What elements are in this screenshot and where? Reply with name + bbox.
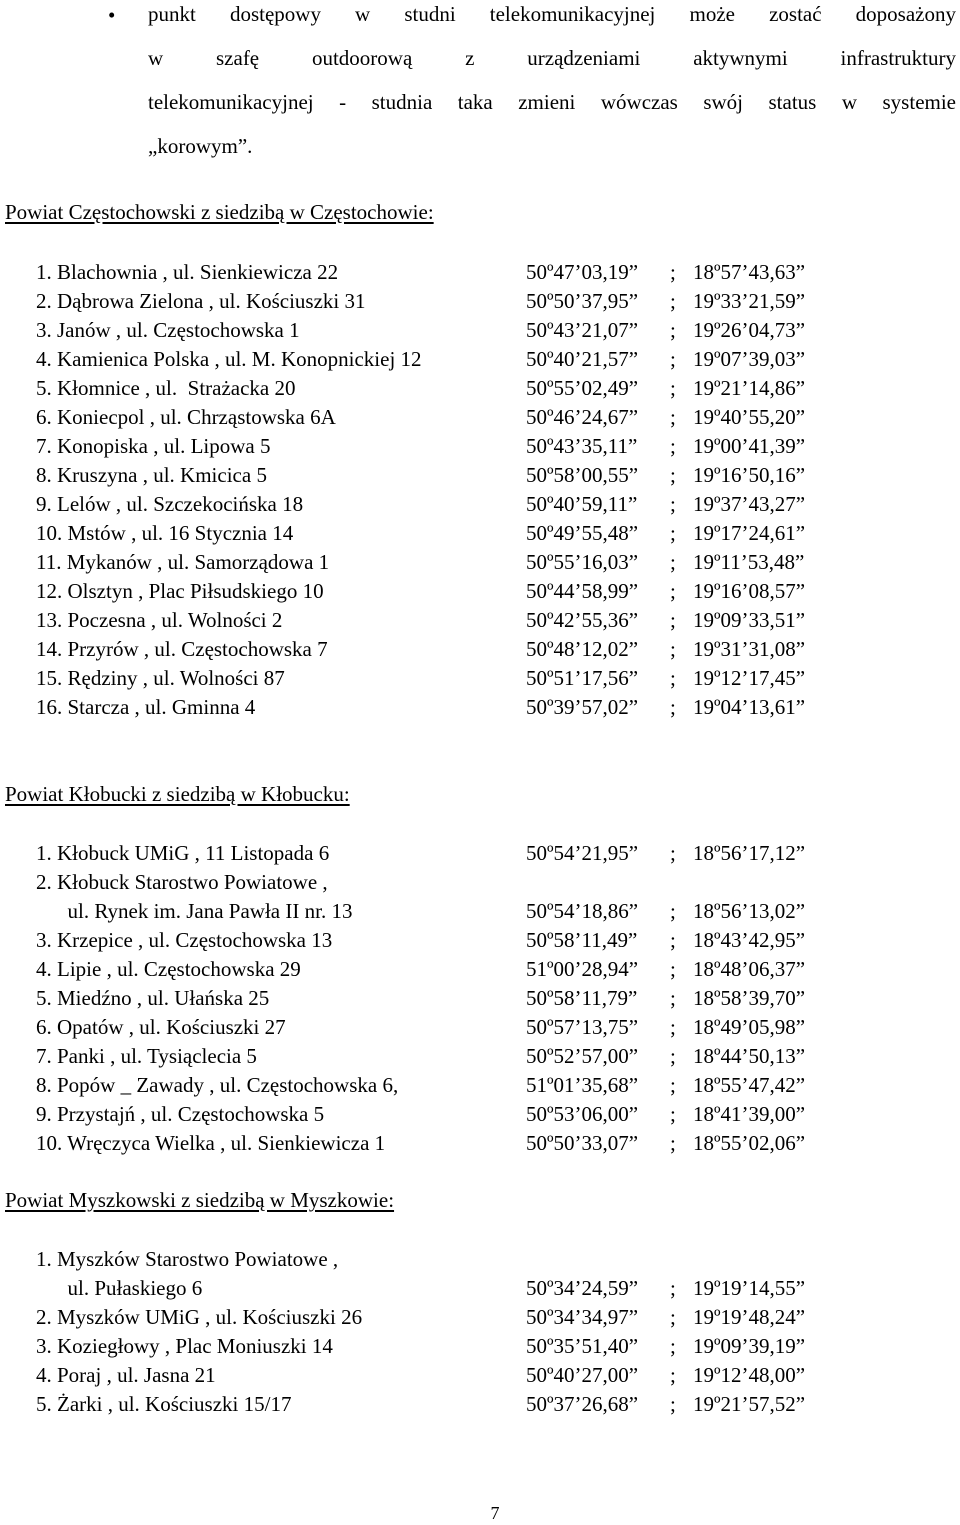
intro-line: telekomunikacyjnej - studnia taka zmieni wówczas swój status w systemie xyxy=(148,90,956,114)
section-heading-czestochowski: Powiat Częstochowski z siedzibą w Częstochowie: xyxy=(5,200,434,224)
longitude-value: 19º12’48,00” xyxy=(693,1363,806,1387)
list-item xyxy=(36,1245,936,1274)
latitude-value: 50º54’18,86” xyxy=(526,899,639,923)
location-address: 6. Opatów , ul. Kościuszki 27 xyxy=(36,1015,286,1039)
latitude-value: 50º40’27,00” xyxy=(526,1363,639,1387)
coordinate-separator: ; xyxy=(670,841,676,865)
section-heading-klobucki: Powiat Kłobucki z siedzibą w Kłobucku: xyxy=(5,782,350,806)
list-item xyxy=(36,374,936,403)
longitude-value: 18º56’13,02” xyxy=(693,899,806,923)
location-address: 5. Miedźno , ul. Ułańska 25 xyxy=(36,986,270,1010)
location-address: 2. Dąbrowa Zielona , ul. Kościuszki 31 xyxy=(36,289,366,313)
list-item xyxy=(36,635,936,664)
coordinate-separator: ; xyxy=(670,434,676,458)
longitude-value: 19º21’14,86” xyxy=(693,376,806,400)
list-item xyxy=(36,897,936,926)
longitude-value: 18º56’17,12” xyxy=(693,841,806,865)
longitude-value: 19º19’14,55” xyxy=(693,1276,806,1300)
list-item xyxy=(36,548,936,577)
latitude-value: 50º54’21,95” xyxy=(526,841,639,865)
longitude-value: 19º16’50,16” xyxy=(693,463,806,487)
list-item xyxy=(36,345,936,374)
location-address: 7. Panki , ul. Tysiąclecia 5 xyxy=(36,1044,257,1068)
location-address: 9. Lelów , ul. Szczekocińska 18 xyxy=(36,492,304,516)
location-address: 10. Mstów , ul. 16 Stycznia 14 xyxy=(36,521,294,545)
list-item xyxy=(36,1274,936,1303)
longitude-value: 19º26’04,73” xyxy=(693,318,806,342)
location-address: 1. Kłobuck UMiG , 11 Listopada 6 xyxy=(36,841,330,865)
location-address: 5. Żarki , ul. Kościuszki 15/17 xyxy=(36,1392,292,1416)
latitude-value: 50º40’21,57” xyxy=(526,347,639,371)
coordinate-separator: ; xyxy=(670,550,676,574)
list-item xyxy=(36,839,936,868)
longitude-value: 19º19’48,24” xyxy=(693,1305,806,1329)
list-item xyxy=(36,287,936,316)
longitude-value: 18º41’39,00” xyxy=(693,1102,806,1126)
longitude-value: 19º00’41,39” xyxy=(693,434,806,458)
location-address: 8. Kruszyna , ul. Kmicica 5 xyxy=(36,463,267,487)
latitude-value: 50º55’16,03” xyxy=(526,550,639,574)
list-item xyxy=(36,1042,936,1071)
list-item xyxy=(36,606,936,635)
list-item xyxy=(36,1332,936,1361)
coordinate-separator: ; xyxy=(670,608,676,632)
latitude-value: 50º47’03,19” xyxy=(526,260,639,284)
coordinate-separator: ; xyxy=(670,986,676,1010)
coordinate-separator: ; xyxy=(670,1073,676,1097)
location-address: 6. Koniecpol , ul. Chrząstowska 6A xyxy=(36,405,336,429)
latitude-value: 50º50’33,07” xyxy=(526,1131,639,1155)
list-item xyxy=(36,577,936,606)
location-address: 4. Lipie , ul. Częstochowska 29 xyxy=(36,957,301,981)
longitude-value: 18º58’39,70” xyxy=(693,986,806,1010)
list-item xyxy=(36,664,936,693)
list-item xyxy=(36,1071,936,1100)
section-heading-myszkowski: Powiat Myszkowski z siedzibą w Myszkowie: xyxy=(5,1188,395,1212)
list-item xyxy=(36,1303,936,1332)
list-item xyxy=(36,1361,936,1390)
location-address: 14. Przyrów , ul. Częstochowska 7 xyxy=(36,637,328,661)
coordinate-separator: ; xyxy=(670,405,676,429)
coordinate-separator: ; xyxy=(670,695,676,719)
coordinate-separator: ; xyxy=(670,289,676,313)
intro-paragraph xyxy=(148,0,956,168)
latitude-value: 50º37’26,68” xyxy=(526,1392,639,1416)
location-address: 11. Mykanów , ul. Samorządowa 1 xyxy=(36,550,330,574)
latitude-value: 50º58’11,79” xyxy=(526,986,638,1010)
longitude-value: 19º17’24,61” xyxy=(693,521,806,545)
longitude-value: 18º55’47,42” xyxy=(693,1073,806,1097)
location-address: 15. Rędziny , ul. Wolności 87 xyxy=(36,666,285,690)
latitude-value: 50º39’57,02” xyxy=(526,695,639,719)
list-item xyxy=(36,403,936,432)
list-item xyxy=(36,984,936,1013)
location-address: 3. Krzepice , ul. Częstochowska 13 xyxy=(36,928,333,952)
list-item xyxy=(36,519,936,548)
latitude-value: 50º42’55,36” xyxy=(526,608,639,632)
latitude-value: 50º50’37,95” xyxy=(526,289,639,313)
location-address: 1. Blachownia , ul. Sienkiewicza 22 xyxy=(36,260,339,284)
coordinate-separator: ; xyxy=(670,521,676,545)
list-item xyxy=(36,432,936,461)
list-item xyxy=(36,868,936,897)
longitude-value: 19º16’08,57” xyxy=(693,579,806,603)
latitude-value: 50º51’17,56” xyxy=(526,666,639,690)
intro-line: „korowym”. xyxy=(148,134,253,158)
latitude-value: 50º53’06,00” xyxy=(526,1102,639,1126)
latitude-value: 50º43’21,07” xyxy=(526,318,639,342)
list-item xyxy=(36,693,936,722)
list-item xyxy=(36,316,936,345)
longitude-value: 19º04’13,61” xyxy=(693,695,806,719)
list-myszkowski xyxy=(36,1245,936,1419)
location-address: 3. Koziegłowy , Plac Moniuszki 14 xyxy=(36,1334,333,1358)
longitude-value: 19º09’33,51” xyxy=(693,608,806,632)
latitude-value: 50º35’51,40” xyxy=(526,1334,639,1358)
latitude-value: 51º00’28,94” xyxy=(526,957,639,981)
coordinate-separator: ; xyxy=(670,347,676,371)
coordinate-separator: ; xyxy=(670,463,676,487)
coordinate-separator: ; xyxy=(670,579,676,603)
longitude-value: 18º43’42,95” xyxy=(693,928,806,952)
latitude-value: 50º55’02,49” xyxy=(526,376,639,400)
coordinate-separator: ; xyxy=(670,1131,676,1155)
location-address: 4. Kamienica Polska , ul. M. Konopnickiej 12 xyxy=(36,347,422,371)
location-address: 16. Starcza , ul. Gminna 4 xyxy=(36,695,256,719)
longitude-value: 19º07’39,03” xyxy=(693,347,806,371)
latitude-value: 50º43’35,11” xyxy=(526,434,638,458)
coordinate-separator: ; xyxy=(670,1044,676,1068)
list-item xyxy=(36,1013,936,1042)
location-address: 2. Myszków UMiG , ul. Kościuszki 26 xyxy=(36,1305,363,1329)
intro-line: w szafę outdoorową z urządzeniami aktywnymi infrastruktury xyxy=(148,46,956,70)
location-address: 10. Wręczyca Wielka , ul. Sienkiewicza 1 xyxy=(36,1131,386,1155)
intro-line: punkt dostępowy w studni telekomunikacyjnej może zostać doposażony xyxy=(148,2,956,26)
location-address: 5. Kłomnice , ul. Strażacka 20 xyxy=(36,376,296,400)
coordinate-separator: ; xyxy=(670,1276,676,1300)
location-address: 1. Myszków Starostwo Powiatowe , xyxy=(36,1247,339,1271)
latitude-value: 50º40’59,11” xyxy=(526,492,638,516)
longitude-value: 19º31’31,08” xyxy=(693,637,806,661)
coordinate-separator: ; xyxy=(670,666,676,690)
list-czestochowski xyxy=(36,258,936,722)
longitude-value: 19º33’21,59” xyxy=(693,289,806,313)
coordinate-separator: ; xyxy=(670,492,676,516)
latitude-value: 50º44’58,99” xyxy=(526,579,639,603)
list-item xyxy=(36,258,936,287)
list-item xyxy=(36,1390,936,1419)
longitude-value: 19º09’39,19” xyxy=(693,1334,806,1358)
list-klobucki xyxy=(36,839,936,1158)
location-address: 9. Przystajń , ul. Częstochowska 5 xyxy=(36,1102,325,1126)
location-address: ul. Pułaskiego 6 xyxy=(36,1276,203,1300)
longitude-value: 18º48’06,37” xyxy=(693,957,806,981)
location-address: 13. Poczesna , ul. Wolności 2 xyxy=(36,608,283,632)
coordinate-separator: ; xyxy=(670,899,676,923)
longitude-value: 19º21’57,52” xyxy=(693,1392,806,1416)
coordinate-separator: ; xyxy=(670,260,676,284)
list-item xyxy=(36,490,936,519)
location-address: 3. Janów , ul. Częstochowska 1 xyxy=(36,318,300,342)
coordinate-separator: ; xyxy=(670,957,676,981)
longitude-value: 19º11’53,48” xyxy=(693,550,805,574)
coordinate-separator: ; xyxy=(670,1363,676,1387)
list-item xyxy=(36,1129,936,1158)
location-address: 8. Popów _ Zawady , ul. Częstochowska 6, xyxy=(36,1073,399,1097)
coordinate-separator: ; xyxy=(670,376,676,400)
latitude-value: 50º58’11,49” xyxy=(526,928,638,952)
longitude-value: 19º40’55,20” xyxy=(693,405,806,429)
longitude-value: 19º12’17,45” xyxy=(693,666,806,690)
location-address: ul. Rynek im. Jana Pawła II nr. 13 xyxy=(36,899,353,923)
coordinate-separator: ; xyxy=(670,1334,676,1358)
coordinate-separator: ; xyxy=(670,1305,676,1329)
latitude-value: 50º52’57,00” xyxy=(526,1044,639,1068)
coordinate-separator: ; xyxy=(670,1015,676,1039)
bullet-dot: • xyxy=(108,3,116,27)
page-number: 7 xyxy=(490,1503,500,1523)
longitude-value: 18º49’05,98” xyxy=(693,1015,806,1039)
latitude-value: 50º34’24,59” xyxy=(526,1276,639,1300)
latitude-value: 51º01’35,68” xyxy=(526,1073,639,1097)
latitude-value: 50º57’13,75” xyxy=(526,1015,639,1039)
latitude-value: 50º49’55,48” xyxy=(526,521,639,545)
location-address: 7. Konopiska , ul. Lipowa 5 xyxy=(36,434,271,458)
coordinate-separator: ; xyxy=(670,928,676,952)
latitude-value: 50º58’00,55” xyxy=(526,463,639,487)
longitude-value: 18º55’02,06” xyxy=(693,1131,806,1155)
list-item xyxy=(36,926,936,955)
longitude-value: 18º57’43,63” xyxy=(693,260,806,284)
longitude-value: 18º44’50,13” xyxy=(693,1044,806,1068)
coordinate-separator: ; xyxy=(670,1102,676,1126)
latitude-value: 50º48’12,02” xyxy=(526,637,639,661)
latitude-value: 50º46’24,67” xyxy=(526,405,639,429)
latitude-value: 50º34’34,97” xyxy=(526,1305,639,1329)
coordinate-separator: ; xyxy=(670,318,676,342)
list-item xyxy=(36,955,936,984)
location-address: 4. Poraj , ul. Jasna 21 xyxy=(36,1363,216,1387)
list-item xyxy=(36,461,936,490)
longitude-value: 19º37’43,27” xyxy=(693,492,806,516)
location-address: 12. Olsztyn , Plac Piłsudskiego 10 xyxy=(36,579,324,603)
location-address: 2. Kłobuck Starostwo Powiatowe , xyxy=(36,870,328,894)
coordinate-separator: ; xyxy=(670,637,676,661)
coordinate-separator: ; xyxy=(670,1392,676,1416)
list-item xyxy=(36,1100,936,1129)
